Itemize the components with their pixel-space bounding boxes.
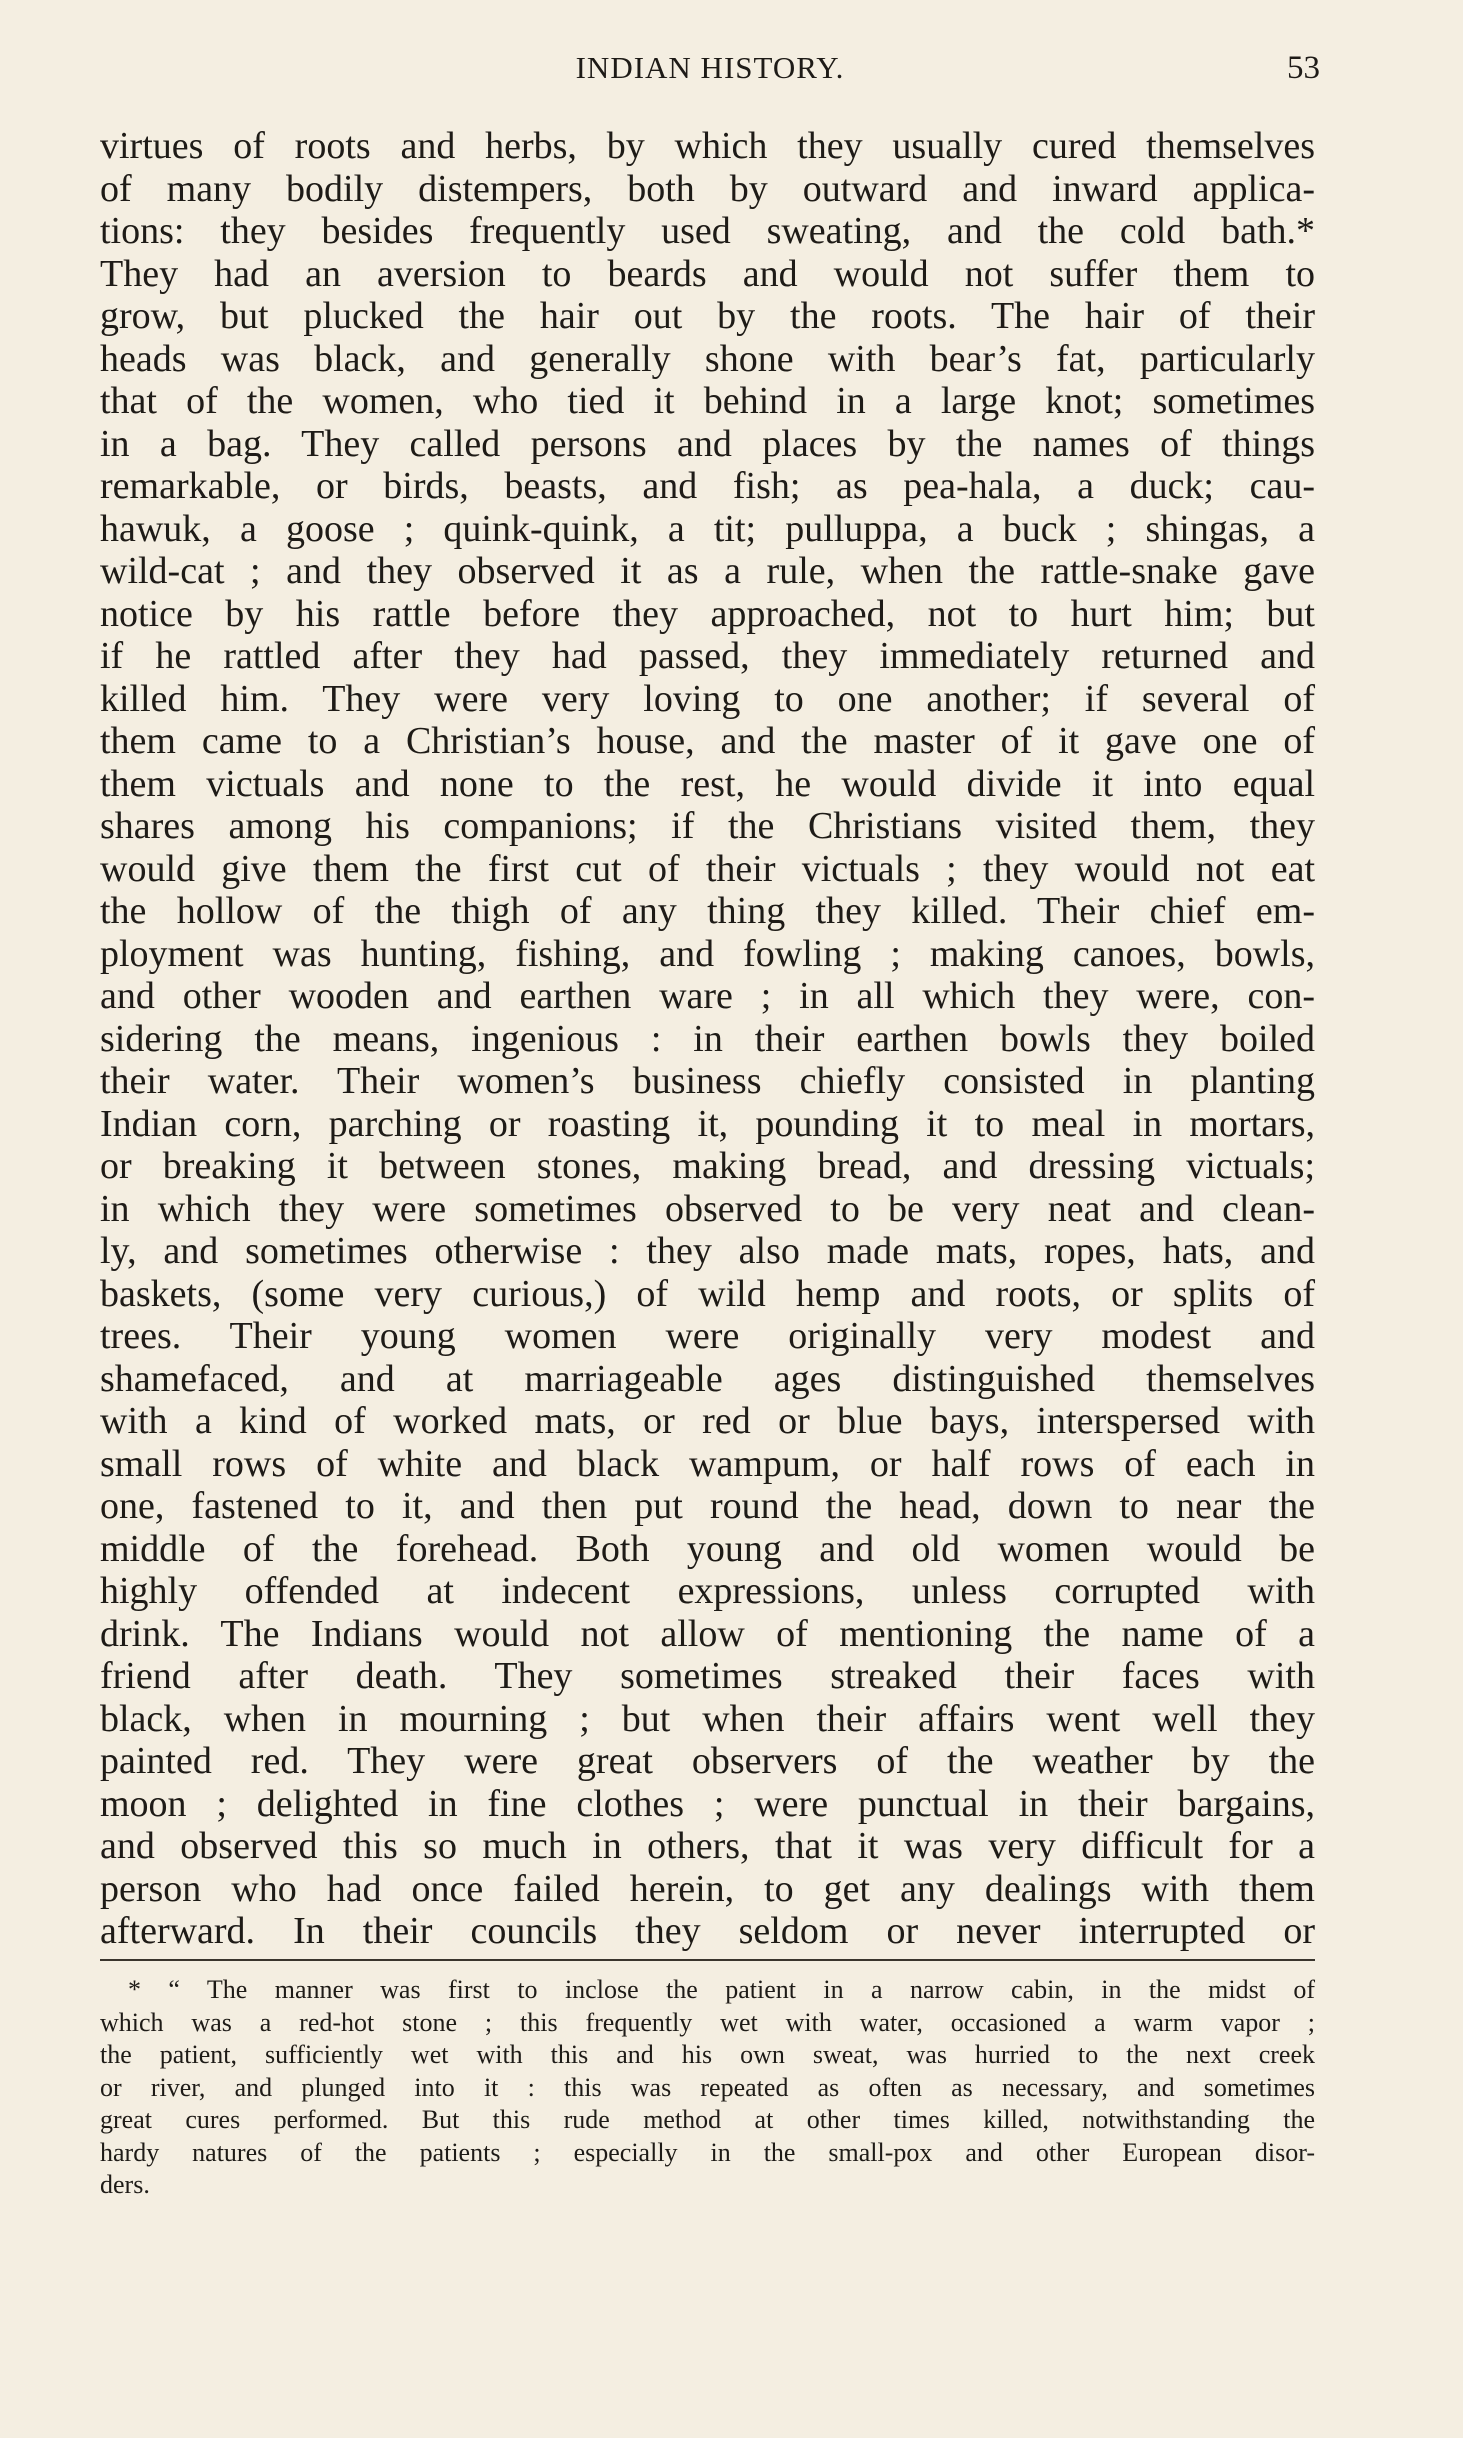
body-line: highly offended at indecent expressions, unless corrupted with [100, 1570, 1315, 1612]
body-line: hawuk, a goose ; quink-quink, a tit; pulluppa, a buck ; shingas, a [100, 507, 1315, 550]
footnote [100, 1974, 1315, 2202]
page-number: 53 [1287, 50, 1320, 86]
body-line: Indian corn, parching or roasting it, pounding it to meal in mortars, [100, 1102, 1315, 1145]
body-line: wild-cat ; and they observed it as a rule, when the rattle-snake gave [100, 550, 1315, 592]
body-line: would give them the first cut of their victuals ; they would not eat [100, 847, 1315, 890]
body-line: in which they were sometimes observed to be very neat and clean- [100, 1187, 1315, 1230]
body-line: notice by his rattle before they approached, not to hurt him; but [100, 592, 1315, 635]
body-line: their water. Their women’s business chiefly consisted in planting [100, 1060, 1315, 1102]
body-line: person who had once failed herein, to get any dealings with them [100, 1867, 1315, 1910]
body-line: remarkable, or birds, beasts, and fish; as pea-hala, a duck; cau- [100, 465, 1315, 507]
body-line: painted red. They were great observers of the weather by the [100, 1740, 1315, 1782]
footnote-rule [100, 1959, 1315, 1961]
body-line: afterward. In their councils they seldom or never interrupted or [100, 1910, 1315, 1952]
body-line: killed him. They were very loving to one another; if several of [100, 677, 1315, 720]
body-line: in a bag. They called persons and places by the names of things [100, 422, 1315, 465]
body-line: if he rattled after they had passed, they immediately returned and [100, 635, 1315, 677]
body-line: ployment was hunting, fishing, and fowling ; making canoes, bowls, [100, 932, 1315, 975]
body-line: and other wooden and earthen ware ; in all which they were, con- [100, 975, 1315, 1017]
body-line: drink. The Indians would not allow of mentioning the name of a [100, 1612, 1315, 1655]
body-line: middle of the forehead. Both young and old women would be [100, 1527, 1315, 1570]
body-line: friend after death. They sometimes streaked their faces with [100, 1655, 1315, 1697]
footnote-line: hardy natures of the patients ; especially in the small-pox and other European disor- [100, 2137, 1315, 2167]
body-line: baskets, (some very curious,) of wild hemp and roots, or splits of [100, 1272, 1315, 1315]
body-line: black, when in mourning ; but when their affairs went well they [100, 1697, 1315, 1740]
body-line: tions: they besides frequently used sweating, and the cold bath.* [100, 210, 1315, 252]
body-line: or breaking it between stones, making bread, and dressing victuals; [100, 1145, 1315, 1187]
body-line: of many bodily distempers, both by outward and inward applica- [100, 167, 1315, 210]
body-line: ly, and sometimes otherwise : they also made mats, ropes, hats, and [100, 1230, 1315, 1272]
body-line: that of the women, who tied it behind in a large knot; sometimes [100, 380, 1315, 422]
body-line: small rows of white and black wampum, or half rows of each in [100, 1442, 1315, 1485]
page-header [100, 50, 1320, 100]
body-line: them victuals and none to the rest, he would divide it into equal [100, 762, 1315, 805]
body-line: and observed this so much in others, that it was very difficult for a [100, 1825, 1315, 1867]
footnote-line: * “ The manner was first to inclose the patient in a narrow cabin, in the midst of [128, 1975, 1315, 2004]
body-line: sidering the means, ingenious : in their earthen bowls they boiled [100, 1017, 1315, 1060]
running-title: INDIAN HISTORY. [575, 50, 845, 85]
body-line: moon ; delighted in fine clothes ; were punctual in their bargains, [100, 1782, 1315, 1825]
body-line: shares among his companions; if the Christians visited them, they [100, 805, 1315, 847]
body-line: the hollow of the thigh of any thing they killed. Their chief em- [100, 890, 1315, 932]
body-line: They had an aversion to beards and would not suffer them to [100, 252, 1315, 295]
body-line: virtues of roots and herbs, by which they usually cured themselves [100, 125, 1315, 167]
footnote-line: ders. [100, 2170, 150, 2199]
body-line: trees. Their young women were originally very modest and [100, 1315, 1315, 1357]
body-text [100, 125, 1315, 1953]
footnote-line: the patient, sufficiently wet with this and his own sweat, was hurried to the next creek [100, 2040, 1315, 2069]
body-line: with a kind of worked mats, or red or blue bays, interspersed with [100, 1400, 1315, 1442]
body-line: them came to a Christian’s house, and the master of it gave one of [100, 720, 1315, 762]
body-line: shamefaced, and at marriageable ages distinguished themselves [100, 1357, 1315, 1400]
body-line: grow, but plucked the hair out by the roots. The hair of their [100, 295, 1315, 337]
footnote-line: which was a red-hot stone ; this frequently wet with water, occasioned a warm vapor ; [100, 2007, 1315, 2037]
body-line: one, fastened to it, and then put round the head, down to near the [100, 1485, 1315, 1527]
footnote-line: or river, and plunged into it : this was repeated as often as necessary, and sometimes [100, 2072, 1315, 2102]
body-line: heads was black, and generally shone with bear’s fat, particularly [100, 337, 1315, 380]
footnote-line: great cures performed. But this rude method at other times killed, notwithstanding the [100, 2105, 1315, 2134]
